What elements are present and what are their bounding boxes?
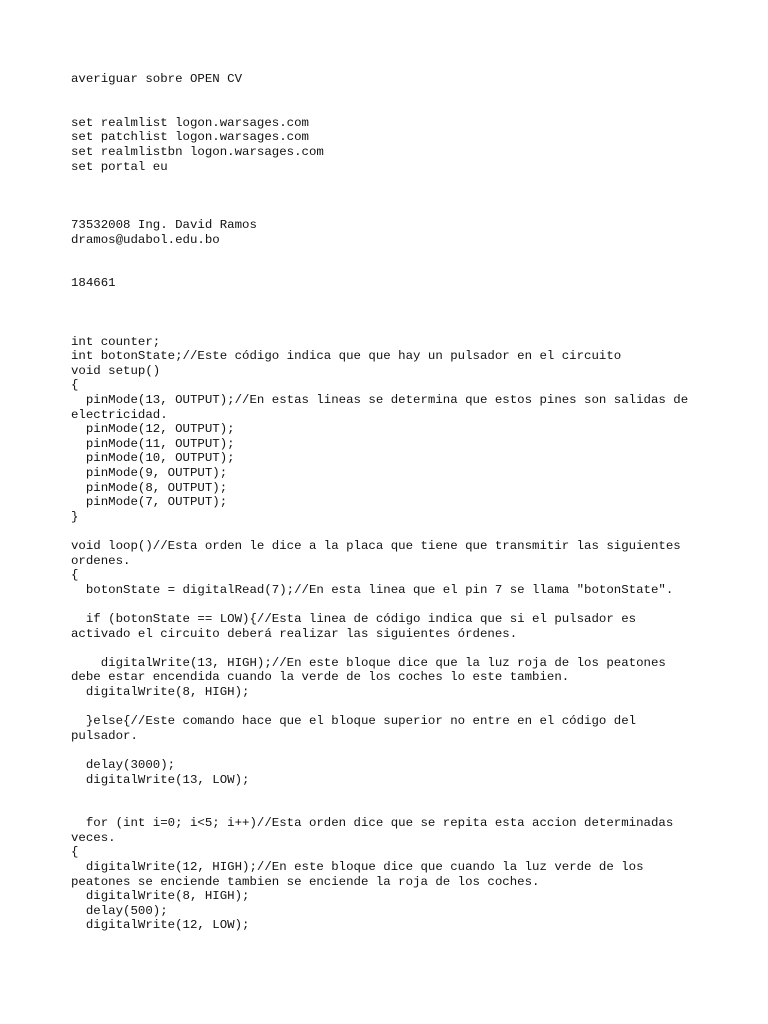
text-line	[71, 743, 711, 758]
text-line: digitalWrite(12, HIGH);//En este bloque dice que cuando la luz verde de los	[71, 860, 644, 875]
text-line: pinMode(9, OUTPUT);	[71, 466, 228, 481]
text-line: pinMode(11, OUTPUT);	[71, 436, 235, 451]
text-line: set portal eu	[71, 159, 168, 174]
text-line: set patchlist logon.warsages.com	[71, 130, 309, 145]
text-line: veces.	[71, 830, 116, 845]
text-line	[71, 320, 711, 335]
text-line: void loop()//Esta orden le dice a la placa que tiene que transmitir las siguientes	[71, 539, 681, 553]
text-line: {	[71, 378, 79, 393]
text-line: digitalWrite(13, HIGH);//En este bloque dice que la luz roja de los peatones	[71, 655, 666, 670]
text-line: pinMode(10, OUTPUT);	[71, 451, 235, 466]
text-line	[71, 787, 711, 802]
text-line: 184661	[71, 276, 116, 291]
text-line	[71, 87, 711, 102]
text-line	[71, 641, 711, 656]
text-line: set realmlist logon.warsages.com	[71, 115, 309, 130]
text-line: digitalWrite(12, LOW);	[71, 918, 250, 933]
text-line	[71, 174, 711, 189]
text-line: set realmlistbn logon.warsages.com	[71, 144, 324, 159]
text-line: }	[71, 509, 79, 524]
text-line: void setup()	[71, 363, 161, 378]
text-line: digitalWrite(8, HIGH);	[71, 684, 250, 699]
text-line: int botonState;//Este código indica que que hay un pulsador en el circuito	[71, 349, 622, 364]
text-line	[71, 189, 711, 204]
text-line: pulsador.	[71, 728, 138, 743]
text-line: debe estar encendida cuando la verde de los coches lo este tambien.	[71, 670, 570, 685]
text-line: dramos@udabol.edu.bo	[71, 232, 220, 247]
text-line	[71, 262, 711, 277]
text-line: for (int i=0; i<5; i++)//Esta orden dice que se repita esta accion determinadas	[71, 816, 674, 831]
text-line: pinMode(12, OUTPUT);	[71, 422, 235, 437]
text-line	[71, 524, 711, 539]
text-line	[71, 291, 711, 306]
text-line: {	[71, 568, 79, 583]
text-line	[71, 247, 711, 262]
text-line: int counter;	[71, 334, 161, 349]
text-line: ordenes.	[71, 553, 131, 568]
text-line: averiguar sobre OPEN CV	[71, 72, 243, 86]
document-body	[71, 72, 711, 933]
text-line: {	[71, 845, 79, 860]
text-line	[71, 203, 711, 218]
text-line: pinMode(8, OUTPUT);	[71, 480, 228, 495]
text-line: electricidad.	[71, 407, 168, 422]
text-line	[71, 101, 711, 116]
text-line: pinMode(13, OUTPUT);//En estas lineas se determina que estos pines son salidas de	[71, 393, 689, 408]
text-line: 73532008 Ing. David Ramos	[71, 217, 257, 232]
text-line: pinMode(7, OUTPUT);	[71, 495, 228, 510]
text-line: digitalWrite(8, HIGH);	[71, 889, 250, 904]
text-line: digitalWrite(13, LOW);	[71, 772, 250, 787]
text-line: if (botonState == LOW){//Esta linea de código indica que si el pulsador es	[71, 611, 637, 626]
text-line: }else{//Este comando hace que el bloque superior no entre en el código del	[71, 714, 637, 729]
text-line	[71, 306, 711, 321]
text-line	[71, 597, 711, 612]
text-line	[71, 802, 711, 817]
text-line: peatones se enciende tambien se enciende la roja de los coches.	[71, 874, 540, 889]
text-line: delay(3000);	[71, 757, 176, 772]
text-line: activado el circuito deberá realizar las siguientes órdenes.	[71, 626, 518, 641]
text-line: delay(500);	[71, 903, 168, 918]
text-line	[71, 700, 711, 715]
text-line: botonState = digitalRead(7);//En esta linea que el pin 7 se llama "botonState".	[71, 582, 674, 597]
